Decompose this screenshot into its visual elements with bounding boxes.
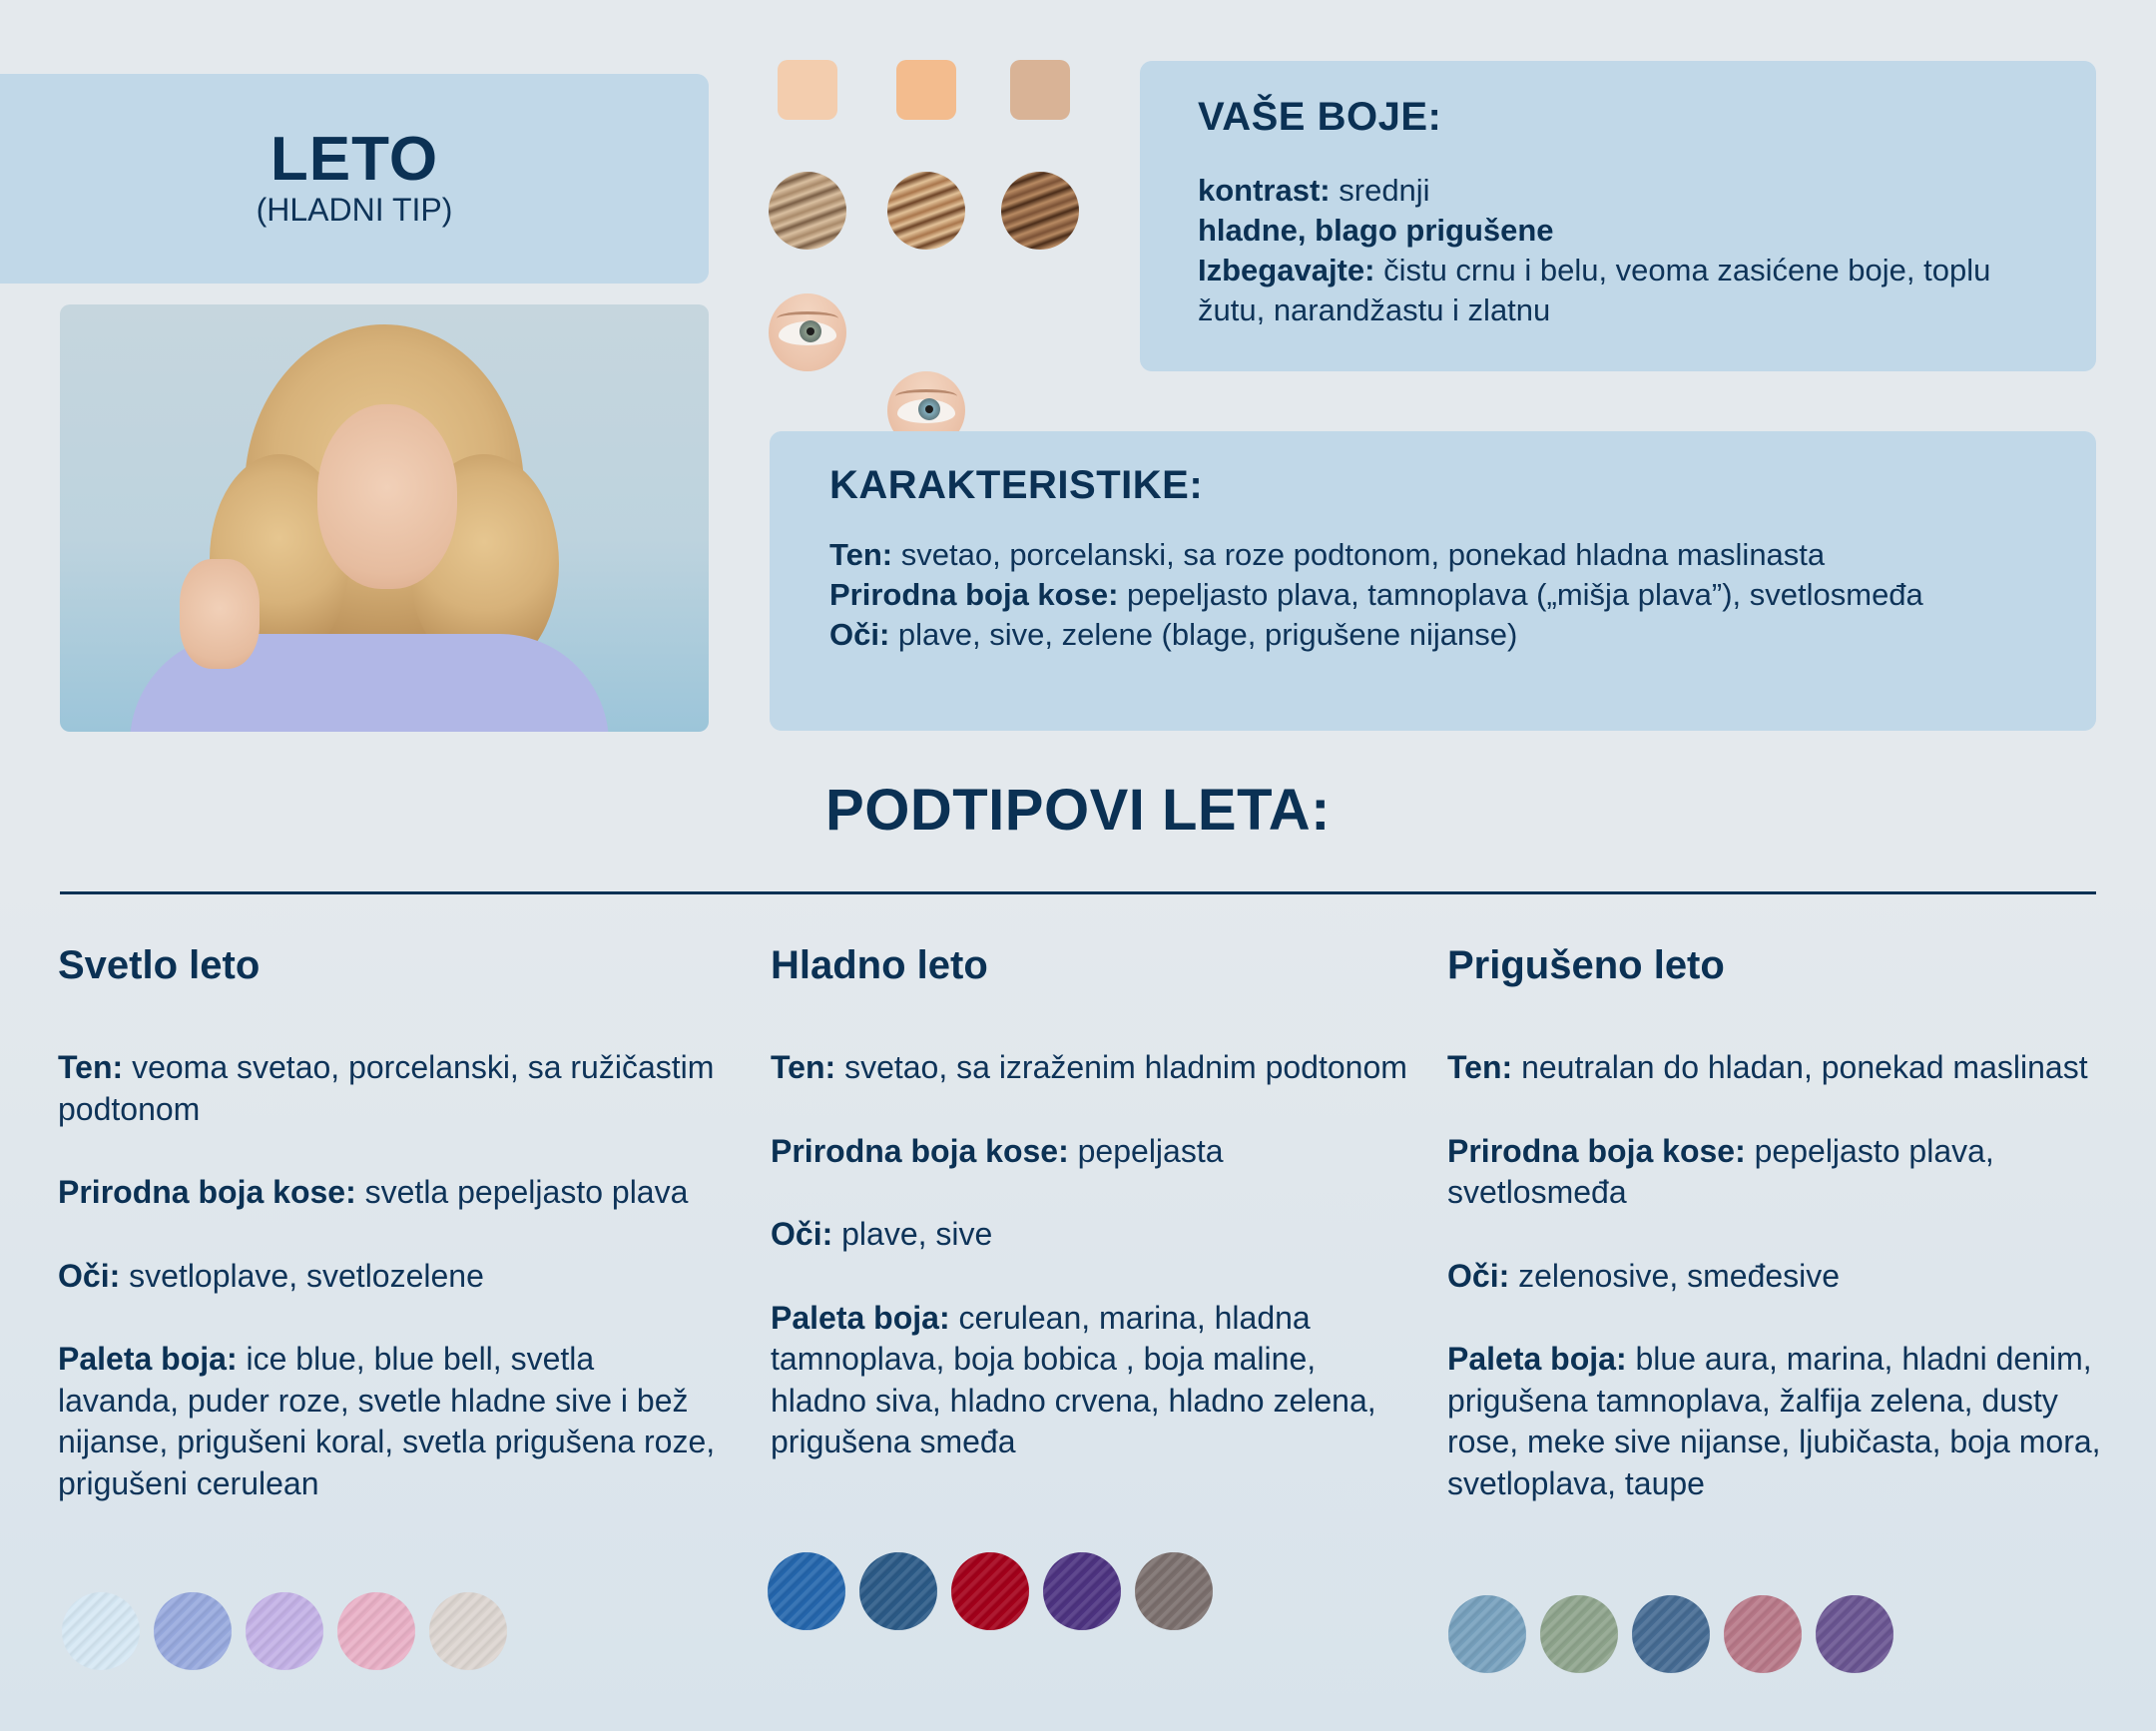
- avoid-label: Izbegavajte:: [1198, 253, 1375, 288]
- palette-swatch-muted-brown: [1135, 1552, 1213, 1630]
- contrast-line: [1198, 171, 2056, 211]
- avoid-value: čistu crnu i belu, veoma zasićene boje, toplu žutu, narandžastu i zlatnu: [1198, 253, 1991, 327]
- item-label: Paleta boja:: [58, 1341, 238, 1377]
- palette-swatch-blue-bell: [154, 1592, 232, 1670]
- subtype-title: Svetlo leto: [58, 943, 261, 987]
- eye-swatch-1: [769, 293, 846, 371]
- palette-cool-summer: [768, 1552, 1213, 1630]
- palette-swatch-berry-purple: [1043, 1552, 1121, 1630]
- palette-swatch-raspberry: [951, 1552, 1029, 1630]
- subtype-hair: [1447, 1131, 2106, 1214]
- palette-swatch-light-beige-grey: [429, 1592, 507, 1670]
- subtype-palette: [1447, 1339, 2106, 1504]
- item-label: Paleta boja:: [771, 1299, 950, 1336]
- skin-swatch-3: [1010, 60, 1070, 120]
- item-value: veoma svetao, porcelanski, sa ružičastim podtonom: [58, 1049, 715, 1127]
- hair-swatch-2: [887, 172, 965, 250]
- item-value: cerulean, marina, hladna tamnoplava, boja bobica , boja maline, hladno siva, hladno crvena, hladno zelena, prigušena smeđa: [771, 1299, 1376, 1459]
- subtype-eyes: [771, 1214, 1409, 1256]
- item-label: Ten:: [771, 1049, 836, 1085]
- item-label: Prirodna boja kose:: [771, 1132, 1069, 1169]
- palette-swatch-marine: [859, 1552, 937, 1630]
- item-label: Oči:: [1447, 1257, 1510, 1294]
- hand-shape: [180, 559, 260, 669]
- characteristic-label: Oči:: [829, 617, 890, 652]
- season-title: LETO: [270, 125, 439, 194]
- skin-swatch-2: [896, 60, 956, 120]
- avoid-line: [1198, 251, 2056, 330]
- item-value: pepeljasto plava, svetlosmeđa: [1447, 1132, 1994, 1210]
- contrast-value: srednji: [1330, 173, 1430, 208]
- characteristics-body: [829, 535, 2087, 655]
- item-label: Oči:: [771, 1216, 833, 1252]
- item-label: Ten:: [58, 1049, 124, 1085]
- characteristic-eyes: [829, 615, 2087, 655]
- item-value: plave, sive: [832, 1216, 993, 1252]
- item-label: Paleta boja:: [1447, 1341, 1627, 1377]
- item-value: pepeljasta: [1068, 1132, 1224, 1169]
- characteristic-label: Prirodna boja kose:: [829, 577, 1119, 612]
- pupil: [807, 327, 814, 335]
- item-label: Oči:: [58, 1257, 121, 1294]
- subtype-column-cool-summer: [771, 943, 1409, 1505]
- subtype-skin: [771, 1047, 1409, 1089]
- palette-swatch-denim: [1632, 1595, 1710, 1673]
- subtype-palette: [771, 1298, 1409, 1463]
- skin-swatch-1: [778, 60, 837, 120]
- palette-swatch-ice-blue: [62, 1592, 140, 1670]
- subtype-title: Hladno leto: [771, 943, 988, 987]
- contrast-label: kontrast:: [1198, 173, 1331, 208]
- palette-swatch-sage-green: [1540, 1595, 1618, 1673]
- pupil: [925, 405, 933, 413]
- palette-soft-summer: [1448, 1595, 1893, 1673]
- characteristic-value: plave, sive, zelene (blage, prigušene nijanse): [889, 617, 1518, 652]
- tone-line: hladne, blago prigušene: [1198, 213, 1554, 248]
- characteristics-heading: KARAKTERISTIKE:: [829, 463, 1204, 507]
- subtype-eyes: [1447, 1256, 2106, 1298]
- your-colors-panel: [1140, 61, 2096, 371]
- item-value: neutralan do hladan, ponekad maslinast: [1512, 1049, 2088, 1085]
- palette-swatch-muted-purple: [1816, 1595, 1893, 1673]
- item-value: svetla pepeljasto plava: [355, 1174, 689, 1210]
- item-label: Prirodna boja kose:: [58, 1174, 356, 1210]
- item-label: Prirodna boja kose:: [1447, 1132, 1746, 1169]
- palette-swatch-dusty-rose: [1724, 1595, 1802, 1673]
- subtype-hair: [58, 1172, 717, 1214]
- subtype-column-soft-summer: [1447, 943, 2106, 1546]
- characteristic-hair: [829, 575, 2087, 615]
- item-value: ice blue, blue bell, svetla lavanda, puder roze, svetle hladne sive i bež nijanse, prigušeni koral, svetla prigušena roze, prigušeni cerulean: [58, 1341, 716, 1501]
- hair-swatch-3: [1001, 172, 1079, 250]
- portrait-photo: [60, 304, 709, 732]
- divider: [60, 891, 2096, 894]
- face-shape: [317, 404, 457, 589]
- subtype-column-light-summer: [58, 943, 717, 1546]
- subtype-hair: [771, 1131, 1409, 1173]
- characteristic-label: Ten:: [829, 537, 893, 572]
- subtypes-heading: PODTIPOVI LETA:: [825, 778, 1331, 843]
- subtype-skin: [58, 1047, 717, 1130]
- palette-swatch-blue-aura: [1448, 1595, 1526, 1673]
- subtype-palette: [58, 1339, 717, 1504]
- item-label: Ten:: [1447, 1049, 1513, 1085]
- item-value: svetloplave, svetlozelene: [120, 1257, 484, 1294]
- subtype-skin: [1447, 1047, 2106, 1089]
- item-value: zelenosive, smeđesive: [1509, 1257, 1841, 1294]
- item-value: blue aura, marina, hladni denim, prigušena tamnoplava, žalfija zelena, dusty rose, meke sive nijanse, ljubičasta, boja mora, svetloplava, taupe: [1447, 1341, 2101, 1501]
- characteristic-value: pepeljasto plava, tamnoplava („mišja plava”), svetlosmeđa: [1118, 577, 1923, 612]
- season-subtitle: (HLADNI TIP): [256, 192, 453, 228]
- your-colors-heading: VAŠE BOJE:: [1198, 95, 1442, 139]
- item-value: svetao, sa izraženim hladnim podtonom: [835, 1049, 1407, 1085]
- your-colors-body: [1198, 171, 2056, 330]
- characteristics-panel: [770, 431, 2096, 731]
- palette-swatch-lavender: [246, 1592, 323, 1670]
- palette-swatch-cerulean: [768, 1552, 845, 1630]
- subtype-eyes: [58, 1256, 717, 1298]
- palette-swatch-powder-pink: [337, 1592, 415, 1670]
- title-panel: [0, 74, 709, 284]
- palette-light-summer: [62, 1592, 507, 1670]
- characteristic-skin: [829, 535, 2087, 575]
- hair-swatch-1: [769, 172, 846, 250]
- characteristic-value: svetao, porcelanski, sa roze podtonom, ponekad hladna maslinasta: [892, 537, 1826, 572]
- subtype-title: Prigušeno leto: [1447, 943, 1725, 987]
